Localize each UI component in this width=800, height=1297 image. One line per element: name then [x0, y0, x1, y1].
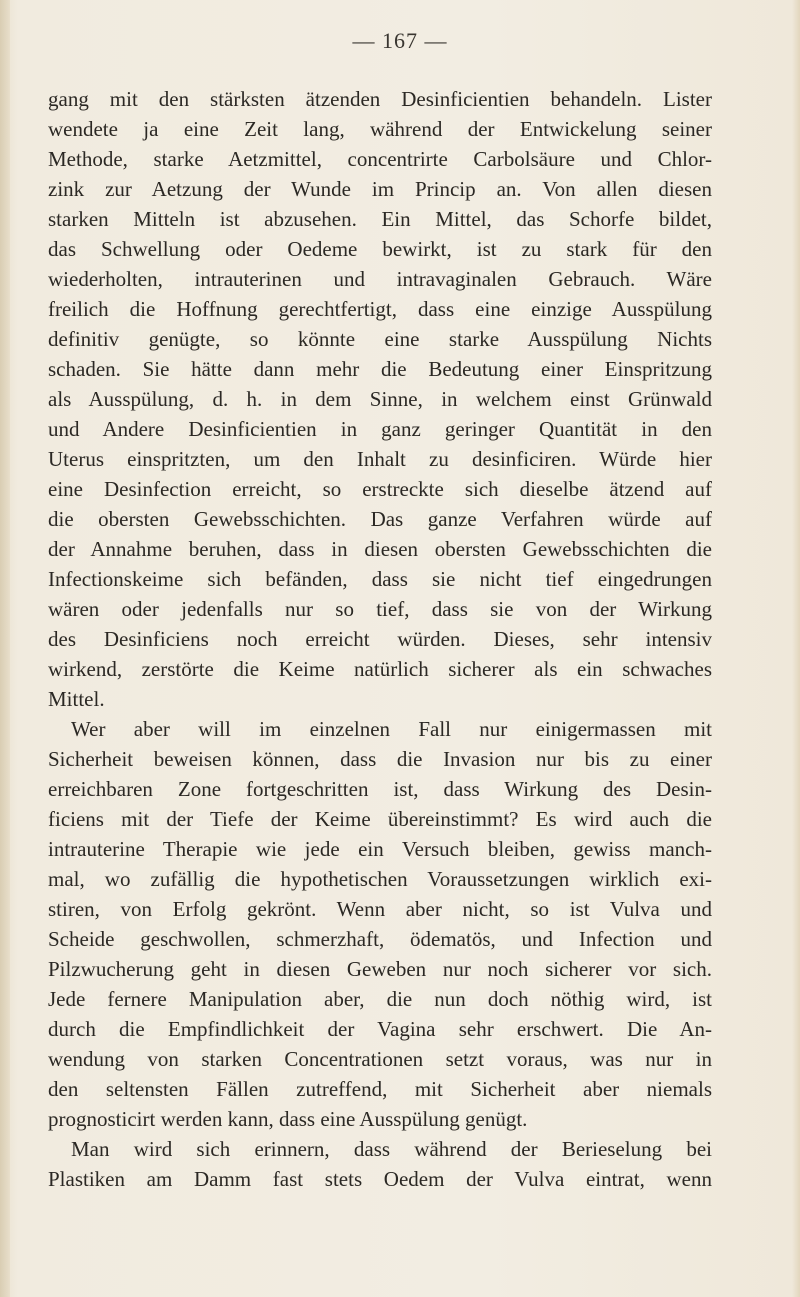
- text-line: die obersten Gewebsschichten. Das ganze Verfahren würde auf: [48, 507, 712, 531]
- text-line: ficiens mit der Tiefe der Keime übereinstimmt? Es wird auch die: [48, 807, 712, 831]
- text-line: als Ausspülung, d. h. in dem Sinne, in welchem einst Grünwald: [48, 387, 712, 411]
- text-line: starken Mitteln ist abzusehen. Ein Mittel, das Schorfe bildet,: [48, 207, 712, 231]
- text-line: schaden. Sie hätte dann mehr die Bedeutung einer Einspritzung: [48, 357, 712, 381]
- text-line: eine Desinfection erreicht, so erstreckte sich dieselbe ätzend auf: [48, 477, 712, 501]
- paragraph-end-line: Mittel.: [48, 687, 105, 711]
- text-line: Pilzwucherung geht in diesen Geweben nur noch sicherer vor sich.: [48, 957, 712, 981]
- text-line: wendung von starken Concentrationen setzt voraus, was nur in: [48, 1047, 712, 1071]
- text-line: Jede fernere Manipulation aber, die nun doch nöthig wird, ist: [48, 987, 712, 1011]
- paragraph-start-line: Wer aber will im einzelnen Fall nur einigermassen mit: [71, 717, 712, 741]
- text-line: Methode, starke Aetzmittel, concentrirte Carbolsäure und Chlor-: [48, 147, 712, 171]
- page-number: — 167 —: [352, 28, 448, 53]
- text-line: und Andere Desinficientien in ganz geringer Quantität in den: [48, 417, 712, 441]
- text-line: intrauterine Therapie wie jede ein Versuch bleiben, gewiss manch-: [48, 837, 712, 861]
- text-line: des Desinficiens noch erreicht würden. Dieses, sehr intensiv: [48, 627, 712, 651]
- text-line: stiren, von Erfolg gekrönt. Wenn aber nicht, so ist Vulva und: [48, 897, 712, 921]
- text-line: wiederholten, intrauterinen und intravaginalen Gebrauch. Wäre: [48, 267, 712, 291]
- body-text: [48, 84, 712, 1194]
- text-line: Scheide geschwollen, schmerzhaft, ödematös, und Infection und: [48, 927, 712, 951]
- page-gutter-shadow: [0, 0, 10, 1297]
- text-line: gang mit den stärksten ätzenden Desinficientien behandeln. Lister: [48, 87, 712, 111]
- text-line: Uterus einspritzten, um den Inhalt zu desinficiren. Würde hier: [48, 447, 712, 471]
- text-line: den seltensten Fällen zutreffend, mit Sicherheit aber niemals: [48, 1077, 712, 1101]
- page-edge-shadow: [792, 0, 800, 1297]
- text-line: erreichbaren Zone fortgeschritten ist, dass Wirkung des Desin-: [48, 777, 712, 801]
- paragraph-end-line: prognosticirt werden kann, dass eine Ausspülung genügt.: [48, 1107, 528, 1131]
- text-line: das Schwellung oder Oedeme bewirkt, ist zu stark für den: [48, 237, 712, 261]
- text-line: wirkend, zerstörte die Keime natürlich sicherer als ein schwaches: [48, 657, 712, 681]
- text-line: mal, wo zufällig die hypothetischen Voraussetzungen wirklich exi-: [48, 867, 712, 891]
- text-line: zink zur Aetzung der Wunde im Princip an. Von allen diesen: [48, 177, 712, 201]
- text-line: wendete ja eine Zeit lang, während der Entwickelung seiner: [48, 117, 712, 141]
- text-line: durch die Empfindlichkeit der Vagina sehr erschwert. Die An-: [48, 1017, 712, 1041]
- text-line: Infectionskeime sich befänden, dass sie nicht tief eingedrungen: [48, 567, 712, 591]
- text-line: Plastiken am Damm fast stets Oedem der Vulva eintrat, wenn: [48, 1167, 712, 1191]
- text-line: wären oder jedenfalls nur so tief, dass sie von der Wirkung: [48, 597, 712, 621]
- text-line: definitiv genügte, so könnte eine starke Ausspülung Nichts: [48, 327, 712, 351]
- text-line: Sicherheit beweisen können, dass die Invasion nur bis zu einer: [48, 747, 712, 771]
- paragraph-start-line: Man wird sich erinnern, dass während der Berieselung bei: [71, 1137, 712, 1161]
- text-line: freilich die Hoffnung gerechtfertigt, dass eine einzige Ausspülung: [48, 297, 712, 321]
- text-line: der Annahme beruhen, dass in diesen obersten Gewebsschichten die: [48, 537, 712, 561]
